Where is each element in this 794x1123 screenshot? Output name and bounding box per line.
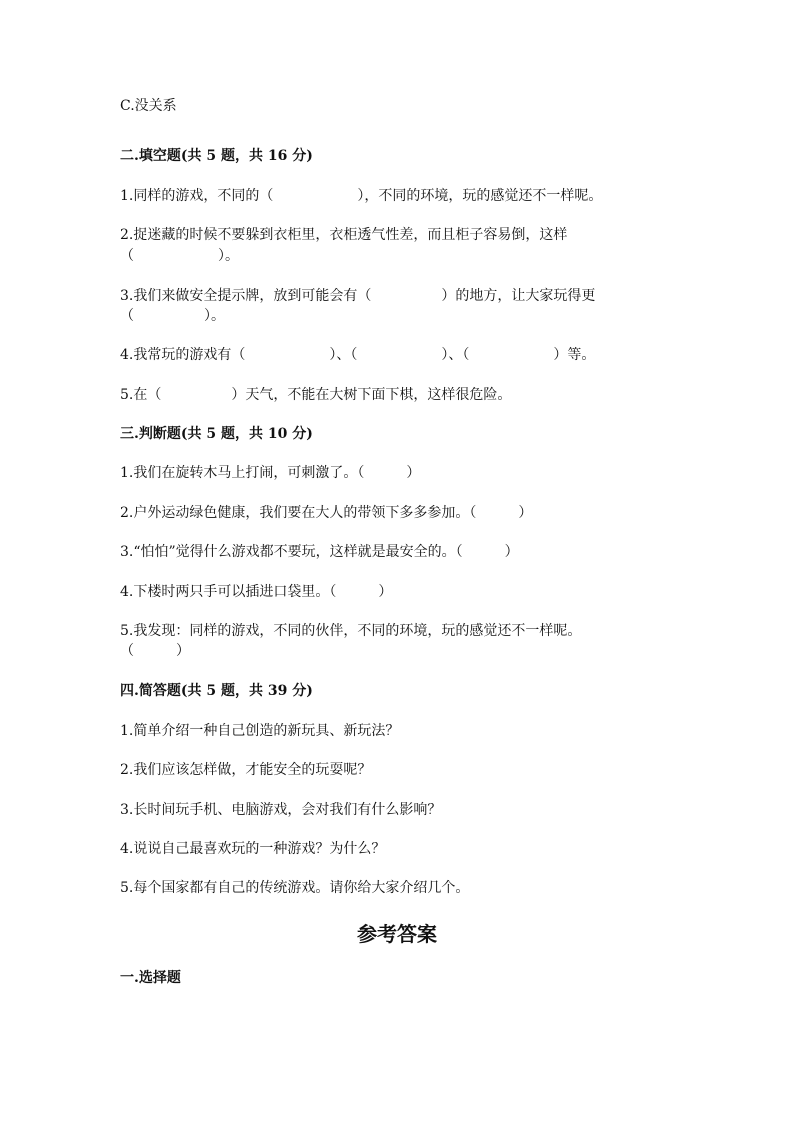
judge-question-2: 2.户外运动绿色健康，我们要在大人的带领下多多参加。（ ）	[120, 505, 533, 521]
option-c: C.没关系	[120, 98, 177, 114]
answer-section-1-heading: 一.选择题	[120, 970, 181, 986]
fill-question-2-line-1: 2.捉迷藏的时候不要躲到衣柜里，衣柜透气性差，而且柜子容易倒，这样	[120, 227, 568, 243]
judge-question-5-line-1: 5.我发现：同样的游戏，不同的伙伴，不同的环境，玩的感觉还不一样呢。	[120, 623, 582, 639]
judge-question-3: 3.“怕怕”觉得什么游戏都不要玩，这样就是最安全的。（ ）	[120, 544, 519, 560]
section-4-heading: 四.简答题(共 5 题，共 39 分)	[120, 683, 313, 699]
short-question-5: 5.每个国家都有自己的传统游戏。请你给大家介绍几个。	[120, 880, 470, 896]
short-question-2: 2.我们应该怎样做，才能安全的玩耍呢？	[120, 762, 372, 778]
fill-question-5: 5.在（ ）天气，不能在大树下面下棋，这样很危险。	[120, 387, 512, 403]
judge-question-4: 4.下楼时两只手可以插进口袋里。（ ）	[120, 584, 393, 600]
section-2-heading: 二.填空题(共 5 题，共 16 分)	[120, 148, 313, 164]
judge-question-1: 1.我们在旋转木马上打闹，可刺激了。（ ）	[120, 465, 421, 481]
fill-question-3-line-1: 3.我们来做安全提示牌，放到可能会有（ ）的地方，让大家玩得更	[120, 288, 596, 304]
fill-question-3-line-2: （ ）。	[120, 308, 225, 324]
answer-key-title: 参考答案	[357, 922, 437, 946]
fill-question-1: 1.同样的游戏，不同的（ ），不同的环境，玩的感觉还不一样呢。	[120, 188, 603, 204]
short-question-3: 3.长时间玩手机、电脑游戏，会对我们有什么影响？	[120, 802, 442, 818]
fill-question-4: 4.我常玩的游戏有（ ）、（ ）、（ ）等。	[120, 347, 596, 363]
short-question-4: 4.说说自己最喜欢玩的一种游戏？为什么？	[120, 841, 386, 857]
short-question-1: 1.简单介绍一种自己创造的新玩具、新玩法？	[120, 723, 400, 739]
judge-question-5-line-2: （ ）	[120, 643, 190, 659]
fill-question-2-line-2: （ ）。	[120, 248, 239, 264]
section-3-heading: 三.判断题(共 5 题，共 10 分)	[120, 426, 313, 442]
